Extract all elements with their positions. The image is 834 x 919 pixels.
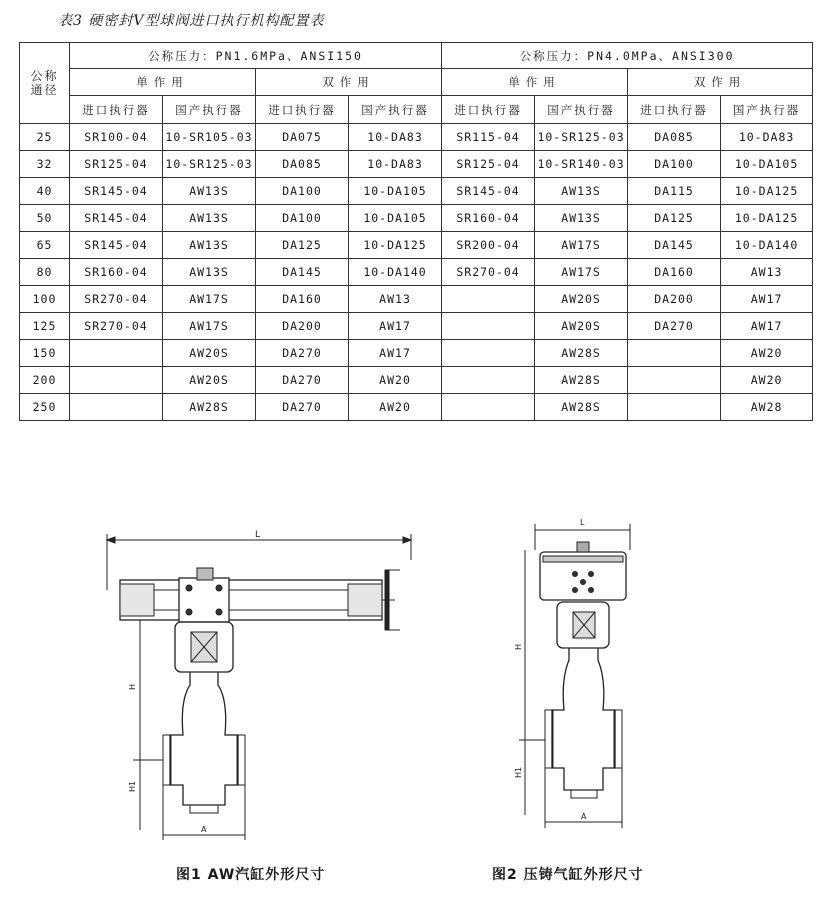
actuator-cell: DA270 bbox=[628, 313, 721, 340]
actuator-cell: 10-SR125-03 bbox=[163, 151, 256, 178]
actuator-cell: AW28S bbox=[535, 367, 628, 394]
actuator-cell bbox=[628, 394, 721, 421]
actuator-cell: DA125 bbox=[628, 205, 721, 232]
dn-cell: 100 bbox=[20, 286, 70, 313]
actuator-cell: SR160-04 bbox=[70, 259, 163, 286]
actuator-cell: AW17 bbox=[349, 313, 442, 340]
actuator-cell: 10-DA105 bbox=[349, 178, 442, 205]
valve-body bbox=[170, 672, 238, 805]
sub-header-cell: 国产执行器 bbox=[349, 96, 442, 124]
action-header: 单作用 bbox=[70, 69, 256, 96]
actuator-cell: 10-DA83 bbox=[349, 151, 442, 178]
actuator-cell: 10-SR105-03 bbox=[163, 124, 256, 151]
actuator-cell: DA115 bbox=[628, 178, 721, 205]
actuator-cell: DA160 bbox=[628, 259, 721, 286]
dn-cell: 25 bbox=[20, 124, 70, 151]
actuator-cell: DA085 bbox=[628, 124, 721, 151]
figure-1-aw-cylinder-drawing bbox=[95, 520, 425, 845]
dim-label-a: A bbox=[581, 812, 587, 821]
actuator-cell: AW13 bbox=[349, 286, 442, 313]
actuator-cell: SR125-04 bbox=[442, 151, 535, 178]
actuator-cylinder bbox=[120, 580, 382, 620]
actuator-cell: AW20 bbox=[721, 367, 813, 394]
dim-label-h1: H1 bbox=[128, 780, 137, 792]
sub-header-cell: 国产执行器 bbox=[163, 96, 256, 124]
actuator-cell: AW13S bbox=[535, 178, 628, 205]
actuator-cell: 10-DA125 bbox=[721, 205, 813, 232]
table-row bbox=[20, 367, 813, 394]
actuator-cell: AW20 bbox=[721, 340, 813, 367]
actuator-cell: AW13S bbox=[163, 232, 256, 259]
actuator-cell: AW17 bbox=[349, 340, 442, 367]
actuator-cell: 10-DA140 bbox=[721, 232, 813, 259]
actuator-cell: AW20S bbox=[163, 340, 256, 367]
actuator-cell: AW17S bbox=[163, 286, 256, 313]
action-header: 单作用 bbox=[442, 69, 628, 96]
figure-1-caption: 图1 AW汽缸外形尺寸 bbox=[176, 867, 326, 883]
table-row bbox=[20, 232, 813, 259]
actuator-cell: AW28 bbox=[721, 394, 813, 421]
table-row bbox=[20, 205, 813, 232]
actuator-cell: AW17S bbox=[163, 313, 256, 340]
sub-header-cell: 进口执行器 bbox=[442, 96, 535, 124]
actuator-cell: 10-DA105 bbox=[721, 151, 813, 178]
dn-cell: 65 bbox=[20, 232, 70, 259]
actuator-cell: SR100-04 bbox=[70, 124, 163, 151]
actuator-cell bbox=[70, 340, 163, 367]
actuator-cell: DA125 bbox=[256, 232, 349, 259]
action-header: 双作用 bbox=[256, 69, 442, 96]
dn-cell: 250 bbox=[20, 394, 70, 421]
arrow-icon bbox=[107, 537, 115, 543]
figure-2-caption: 图2 压铸气缸外形尺寸 bbox=[492, 867, 644, 883]
dn-cell: 125 bbox=[20, 313, 70, 340]
actuator-cell: DA100 bbox=[256, 178, 349, 205]
actuator-cell: SR145-04 bbox=[70, 205, 163, 232]
actuator-cell: DA200 bbox=[256, 313, 349, 340]
table-row bbox=[20, 286, 813, 313]
pressure-header-2: 公称压力：PN4.0MPa、ANSI300 bbox=[442, 43, 813, 69]
actuator-cell: AW13S bbox=[163, 178, 256, 205]
actuator-cell: AW28S bbox=[535, 394, 628, 421]
dim-label-h1: H1 bbox=[514, 766, 523, 778]
table-row bbox=[20, 394, 813, 421]
actuator-cell: 10-DA140 bbox=[349, 259, 442, 286]
header-row-pressure bbox=[20, 43, 813, 69]
actuator-cell: SR145-04 bbox=[442, 178, 535, 205]
figure-2-diecast-cylinder-drawing bbox=[505, 510, 650, 835]
actuator-cell: 10-DA125 bbox=[721, 178, 813, 205]
sub-header-cell: 进口执行器 bbox=[70, 96, 163, 124]
actuator-cell: AW20S bbox=[535, 286, 628, 313]
actuator-cell: 10-SR140-03 bbox=[535, 151, 628, 178]
actuator-cell: DA100 bbox=[256, 205, 349, 232]
actuator-cell: SR200-04 bbox=[442, 232, 535, 259]
actuator-cell bbox=[628, 340, 721, 367]
header-row-origin bbox=[20, 96, 813, 124]
actuator-cell: AW28S bbox=[535, 340, 628, 367]
actuator-cell: 10-DA125 bbox=[349, 232, 442, 259]
actuator-cell: SR145-04 bbox=[70, 178, 163, 205]
actuator-cell: SR125-04 bbox=[70, 151, 163, 178]
dim-label-h: H bbox=[514, 643, 523, 650]
table-row bbox=[20, 340, 813, 367]
dn-cell: 50 bbox=[20, 205, 70, 232]
actuator-cell: DA145 bbox=[256, 259, 349, 286]
actuator-cell: AW13 bbox=[721, 259, 813, 286]
table-row bbox=[20, 313, 813, 340]
pressure-header-1: 公称压力：PN1.6MPa、ANSI150 bbox=[70, 43, 442, 69]
actuator-cell: AW13S bbox=[535, 205, 628, 232]
actuator-cell: DA160 bbox=[256, 286, 349, 313]
header-row-action bbox=[20, 69, 813, 96]
dim-label-h: H bbox=[128, 683, 137, 690]
actuator-cell: AW17 bbox=[721, 313, 813, 340]
dn-cell: 40 bbox=[20, 178, 70, 205]
actuator-cell: AW20 bbox=[349, 394, 442, 421]
table-row bbox=[20, 178, 813, 205]
actuator-cell: AW20S bbox=[535, 313, 628, 340]
action-header: 双作用 bbox=[628, 69, 813, 96]
actuator-cell: DA270 bbox=[256, 367, 349, 394]
table-row bbox=[20, 124, 813, 151]
actuator-cell: AW17 bbox=[721, 286, 813, 313]
actuator-config-table bbox=[19, 42, 813, 421]
table-title: 表3 硬密封V型球阀进口执行机构配置表 bbox=[58, 13, 325, 29]
actuator-cell: AW20S bbox=[163, 367, 256, 394]
actuator-cell bbox=[442, 340, 535, 367]
sub-header-cell: 进口执行器 bbox=[256, 96, 349, 124]
dim-label-l: L bbox=[255, 530, 261, 540]
actuator-cell: SR270-04 bbox=[70, 286, 163, 313]
actuator-cell: SR270-04 bbox=[442, 259, 535, 286]
actuator-cell: SR115-04 bbox=[442, 124, 535, 151]
dim-label-a: A bbox=[201, 825, 207, 834]
actuator-cell bbox=[628, 367, 721, 394]
actuator-cell: DA075 bbox=[256, 124, 349, 151]
dn-cell: 150 bbox=[20, 340, 70, 367]
actuator-cell bbox=[70, 367, 163, 394]
actuator-cell: DA200 bbox=[628, 286, 721, 313]
actuator-cell: SR160-04 bbox=[442, 205, 535, 232]
dn-cell: 200 bbox=[20, 367, 70, 394]
actuator-cell: 10-DA105 bbox=[349, 205, 442, 232]
actuator-cell bbox=[442, 313, 535, 340]
actuator-cell: 10-DA83 bbox=[721, 124, 813, 151]
valve-body bbox=[552, 648, 615, 790]
sub-header-cell: 进口执行器 bbox=[628, 96, 721, 124]
sub-header-cell: 国产执行器 bbox=[535, 96, 628, 124]
dn-cell: 32 bbox=[20, 151, 70, 178]
actuator-cell: AW28S bbox=[163, 394, 256, 421]
actuator-cell: AW17S bbox=[535, 259, 628, 286]
actuator-cell: AW20 bbox=[349, 367, 442, 394]
actuator-cell bbox=[442, 286, 535, 313]
sub-header-cell: 国产执行器 bbox=[721, 96, 813, 124]
actuator-cell: 10-DA83 bbox=[349, 124, 442, 151]
actuator-cell: AW13S bbox=[163, 259, 256, 286]
actuator-cell: DA270 bbox=[256, 394, 349, 421]
actuator-cell: SR270-04 bbox=[70, 313, 163, 340]
actuator-cell: DA085 bbox=[256, 151, 349, 178]
actuator-cell: AW17S bbox=[535, 232, 628, 259]
dn-cell: 80 bbox=[20, 259, 70, 286]
arrow-icon bbox=[403, 537, 411, 543]
actuator-cell: SR145-04 bbox=[70, 232, 163, 259]
actuator-cell bbox=[442, 367, 535, 394]
actuator-cell bbox=[70, 394, 163, 421]
actuator-cell bbox=[442, 394, 535, 421]
actuator-cell: DA100 bbox=[628, 151, 721, 178]
table-row bbox=[20, 259, 813, 286]
actuator-cell: DA145 bbox=[628, 232, 721, 259]
table-row bbox=[20, 151, 813, 178]
actuator-cell: AW13S bbox=[163, 205, 256, 232]
dim-label-l: L bbox=[580, 518, 585, 527]
actuator-cell: 10-SR125-03 bbox=[535, 124, 628, 151]
actuator-cell: DA270 bbox=[256, 340, 349, 367]
dn-header: 公称 通径 bbox=[20, 43, 70, 124]
